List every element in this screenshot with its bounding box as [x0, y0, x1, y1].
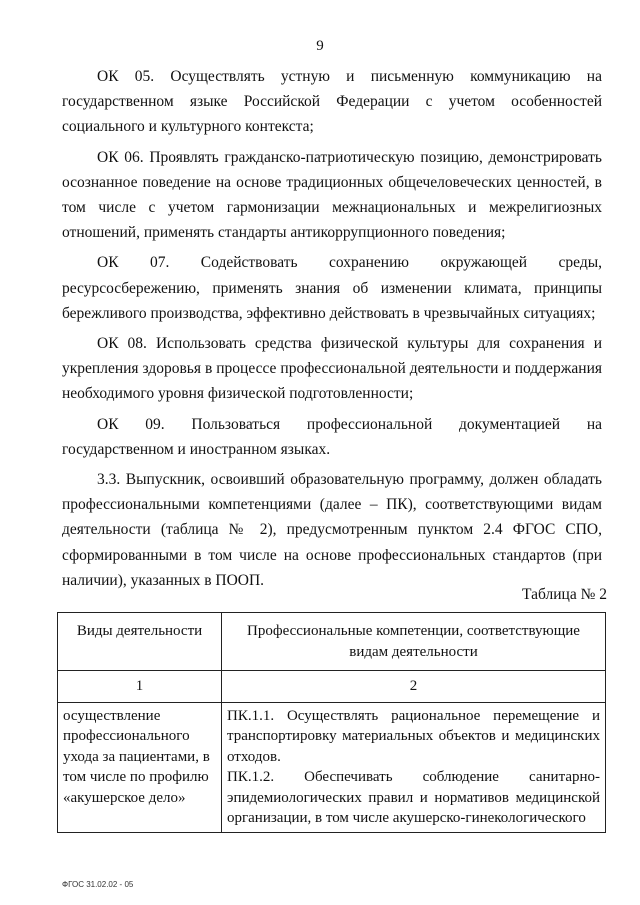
body-text	[62, 64, 602, 598]
table-header-row	[58, 613, 606, 671]
paragraph-3-3: 3.3. Выпускник, освоивший образовательную программу, должен обладать профессиональными компетенциями (далее – ПК), соответствующими видам деятельности (таблица № 2), предусмотренным пунктом 2.4 ФГОС СПО, сформированными в том числе на основе профессиональных стандартов (при наличии), указанных в ПООП.	[62, 471, 602, 589]
header-activity: Виды деятельности	[58, 613, 222, 671]
footer-code: ФГОС 31.02.02 - 05	[62, 880, 134, 889]
column-number-2: 2	[222, 671, 606, 703]
table-caption: Таблица № 2	[522, 586, 607, 603]
competencies-cell	[222, 702, 606, 832]
table-row	[58, 702, 606, 832]
column-number-1: 1	[58, 671, 222, 703]
paragraph-ok07: ОК 07. Содействовать сохранению окружающей среды, ресурсосбережению, применять знания об изменении климата, принципы бережливого производства, эффективно действовать в чрезвычайных ситуациях;	[62, 254, 602, 322]
paragraph-ok05: ОК 05. Осуществлять устную и письменную коммуникацию на государственном языке Российской Федерации с учетом особенностей социального и культурного контекста;	[62, 68, 602, 136]
paragraph-ok06: ОК 06. Проявлять гражданско-патриотическую позицию, демонстрировать осознанное поведение на основе традиционных общечеловеческих ценностей, в том числе с учетом гармонизации межнациональных и межрелигиозных отношений, применять стандарты антикоррупционного поведения;	[62, 148, 602, 242]
paragraph-ok09: ОК 09. Пользоваться профессиональной документацией на государственном и иностранном языках.	[62, 415, 602, 458]
competencies-table	[57, 612, 606, 833]
table-number-row	[58, 671, 606, 703]
page-number: 9	[316, 38, 324, 54]
competency-pk-1-2: ПК.1.2. Обеспечивать соблюдение санитарно-эпидемиологических правил и нормативов медицинской организации, в том числе акушерско-гинекологического	[227, 769, 600, 826]
header-competencies: Профессиональные компетенции, соответствующие видам деятельности	[222, 613, 606, 671]
competency-pk-1-1: ПК.1.1. Осуществлять рациональное перемещение и транспортировку материальных объектов и медицинских отходов.	[227, 707, 600, 765]
activity-cell: осуществление профессионального ухода за пациентами, в том числе по профилю «акушерское дело»	[58, 702, 222, 832]
paragraph-ok08: ОК 08. Использовать средства физической культуры для сохранения и укрепления здоровья в процессе профессиональной деятельности и поддержания необходимого уровня физической подготовленности;	[62, 335, 602, 403]
